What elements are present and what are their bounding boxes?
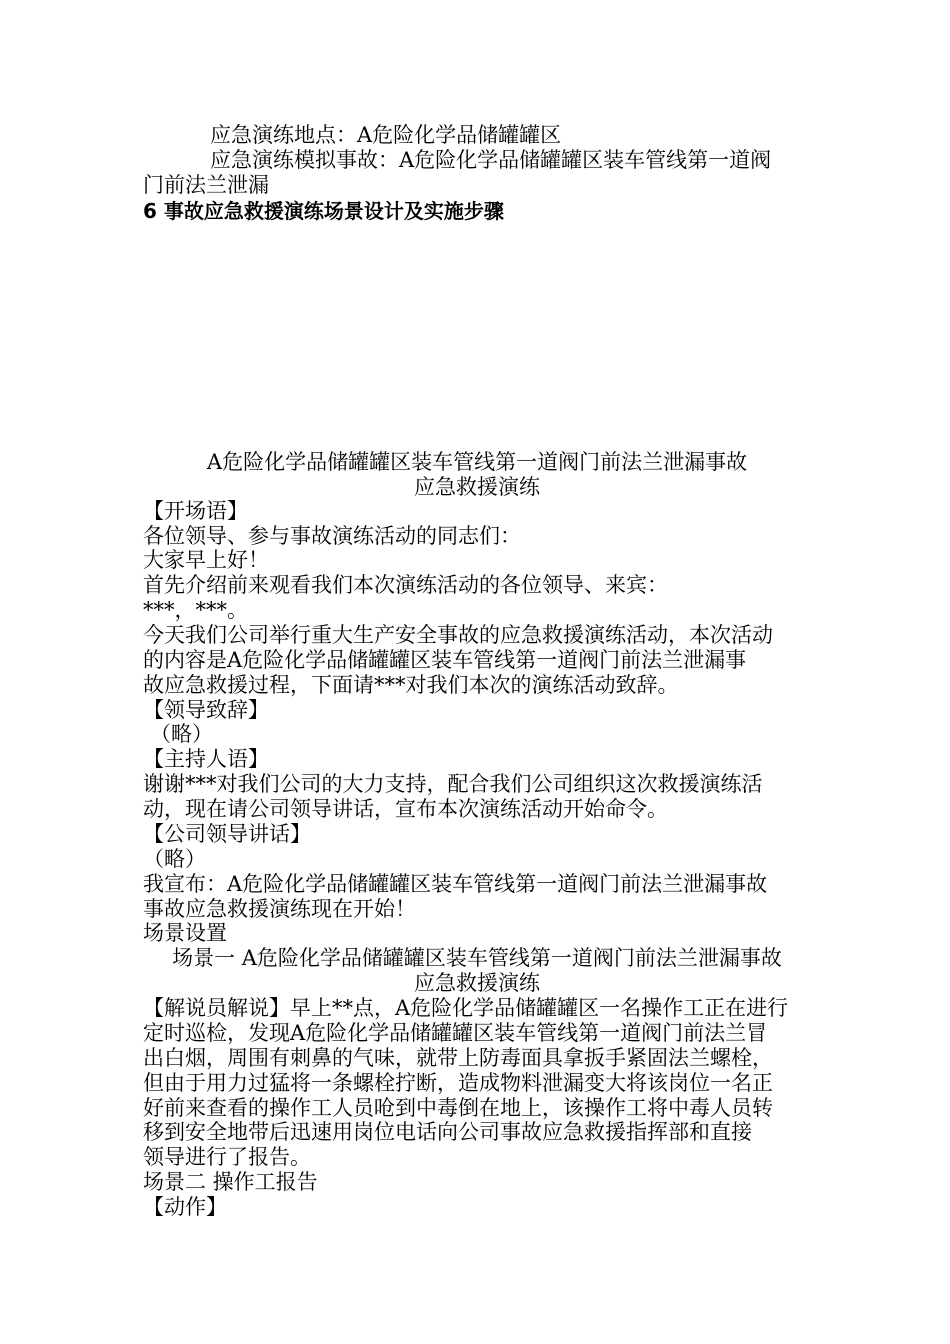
paragraph-line: 但由于用力过猛将一条螺栓拧断，造成物料泄漏变大将该岗位一名正 xyxy=(143,1071,773,1095)
paragraph-line: 移到安全地带后迅速用岗位电话向公司事故应急救援指挥部和直接 xyxy=(143,1120,752,1144)
drill-accident-line1: 应急演练模拟事故：A危险化学品储罐罐区装车管线第一道阀 xyxy=(210,148,772,172)
paragraph-line: 事故应急救援演练现在开始！ xyxy=(143,897,416,921)
opening-label: 【开场语】 xyxy=(143,499,248,523)
paragraph-line: 首先介绍前来观看我们本次演练活动的各位领导、来宾： xyxy=(143,573,668,597)
drill-accident-line2: 门前法兰泄漏 xyxy=(143,173,269,197)
drill-title-line2: 应急救援演练 xyxy=(414,475,540,499)
paragraph-line: 【解说员解说】早上**点，A危险化学品储罐罐区一名操作工正在进行 xyxy=(143,996,789,1020)
paragraph-line: 好前来查看的操作工人员呛到中毒倒在地上，该操作工将中毒人员转 xyxy=(143,1096,773,1120)
section-heading: 6 事故应急救援演练场景设计及实施步骤 xyxy=(143,199,504,223)
host-label: 【主持人语】 xyxy=(143,747,269,771)
paragraph-line: 大家早上好！ xyxy=(143,548,269,572)
scene-one-subtitle: 应急救援演练 xyxy=(414,971,540,995)
paragraph-line: 各位领导、参与事故演练活动的同志们： xyxy=(143,524,521,548)
paragraph-line: 领导进行了报告。 xyxy=(143,1145,311,1169)
paragraph-line: 我宣布：A危险化学品储罐罐区装车管线第一道阀门前法兰泄漏事故 xyxy=(143,872,768,896)
scene-setup-label: 场景设置 xyxy=(143,921,227,945)
paragraph-line: 动，现在请公司领导讲话，宣布本次演练活动开始命令。 xyxy=(143,797,668,821)
omitted-note: （略） xyxy=(150,722,213,746)
scene-two-title: 场景二 操作工报告 xyxy=(143,1170,318,1194)
paragraph-line: 出白烟，周围有刺鼻的气味，就带上防毒面具拿扳手紧固法兰螺栓， xyxy=(143,1046,773,1070)
paragraph-line: ***，***。 xyxy=(143,598,248,622)
paragraph-line: 谢谢***对我们公司的大力支持，配合我们公司组织这次救援演练活 xyxy=(143,772,763,796)
paragraph-line: 今天我们公司举行重大生产安全事故的应急救援演练活动，本次活动 xyxy=(143,623,773,647)
paragraph-line: 定时巡检，发现A危险化学品储罐罐区装车管线第一道阀门前法兰冒 xyxy=(143,1021,768,1045)
company-leader-label: 【公司领导讲话】 xyxy=(143,822,311,846)
leader-speech-label: 【领导致辞】 xyxy=(143,698,269,722)
omitted-note: （略） xyxy=(143,847,206,871)
paragraph-line: 故应急救援过程，下面请***对我们本次的演练活动致辞。 xyxy=(143,673,679,697)
scene-one-title: 场景一 A危险化学品储罐罐区装车管线第一道阀门前法兰泄漏事故 xyxy=(172,946,782,970)
drill-title-line1: A危险化学品储罐罐区装车管线第一道阀门前法兰泄漏事故 xyxy=(206,450,748,474)
drill-location: 应急演练地点：A危险化学品储罐罐区 xyxy=(210,123,562,147)
paragraph-line: 的内容是A危险化学品储罐罐区装车管线第一道阀门前法兰泄漏事 xyxy=(143,648,747,672)
action-label: 【动作】 xyxy=(143,1195,227,1219)
